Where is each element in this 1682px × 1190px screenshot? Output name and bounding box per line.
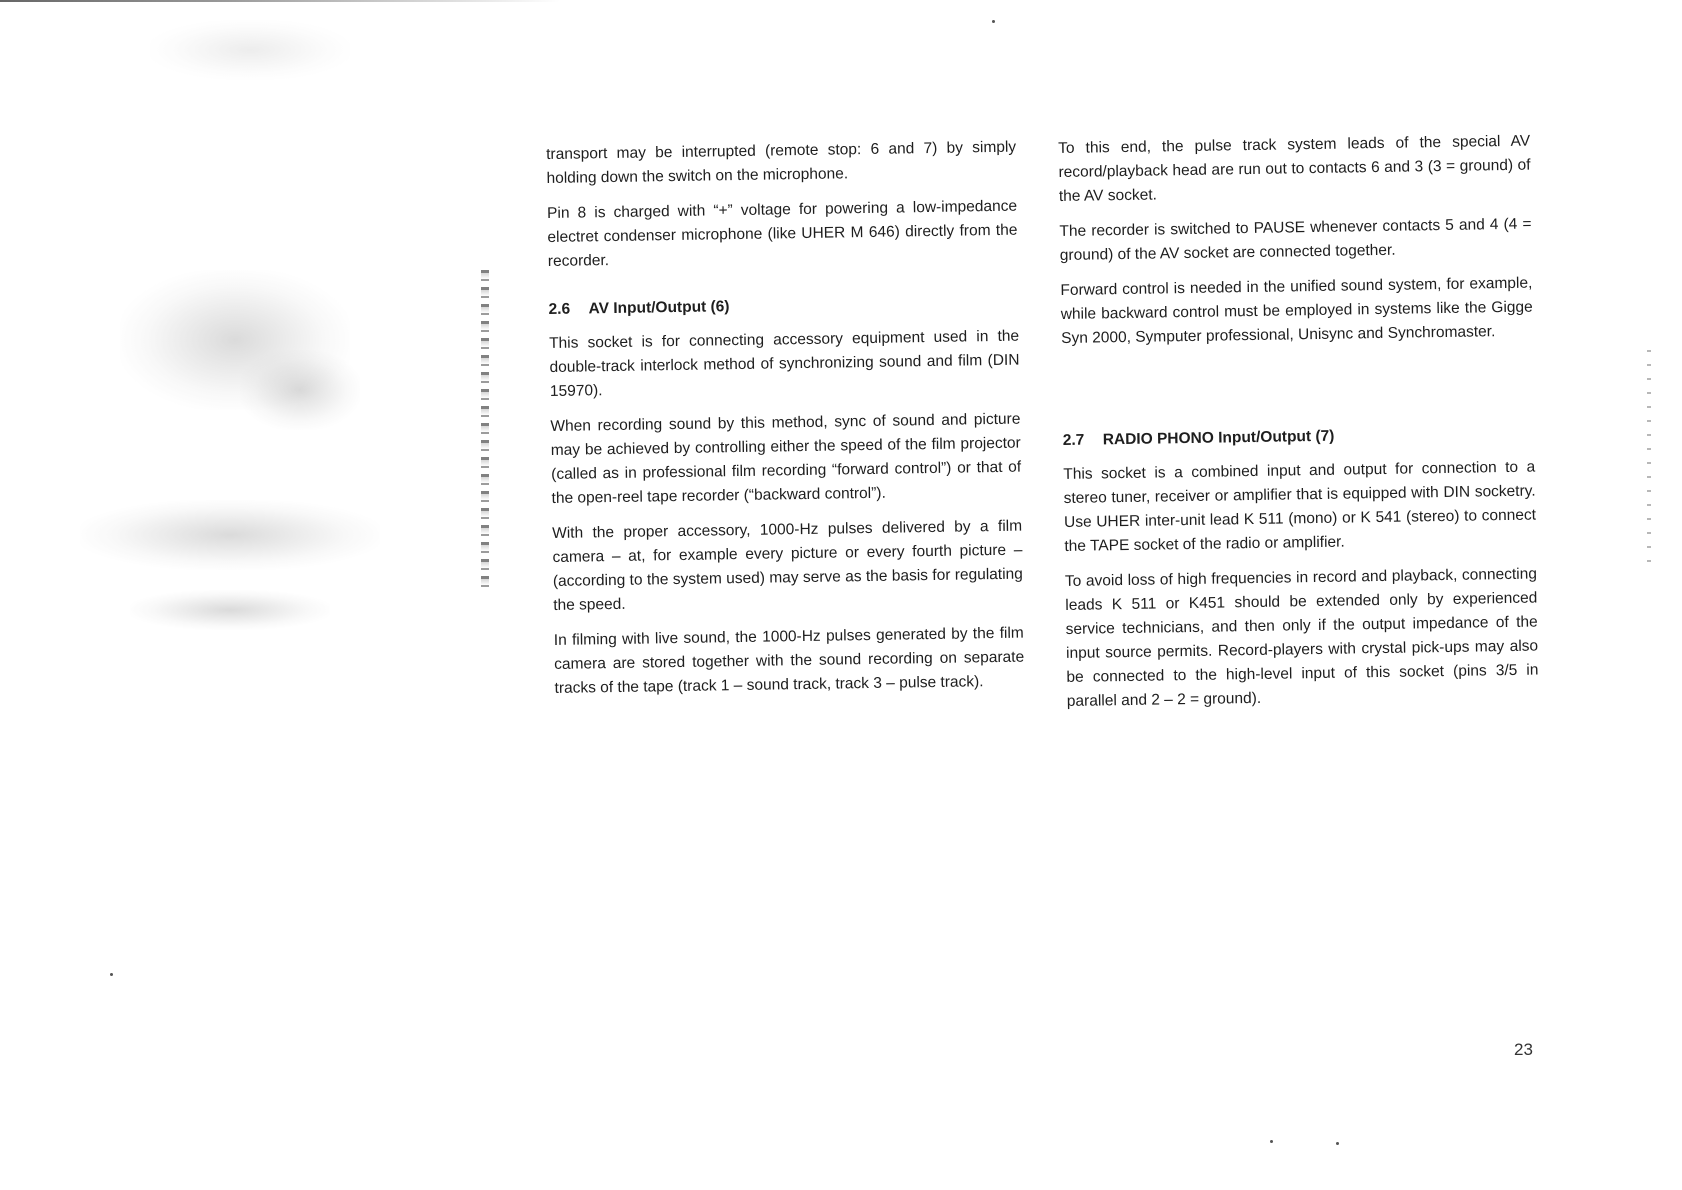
- scan-dot: [1336, 1142, 1339, 1145]
- section-heading: [1063, 422, 1535, 453]
- paragraph: With the proper accessory, 1000-Hz pulses delivered by a film camera – at, for example every picture or every fourth picture – (according to the system used) may serve as the basis for regulating the speed.: [552, 517, 1023, 614]
- scan-dot: [110, 973, 113, 976]
- paragraph: To this end, the pulse track system leads of the special AV record/playback head are run out to contacts 6 and 3 (3 = ground) of the AV socket.: [1058, 132, 1531, 205]
- right-column: [1058, 130, 1539, 725]
- bleed-through-smudge: [240, 350, 360, 430]
- paragraph: The recorder is switched to PAUSE whenever contacts 5 and 4 (4 = ground) of the AV socket are connected together.: [1059, 215, 1532, 264]
- section-title: AV Input/Output (6): [588, 298, 730, 318]
- section-heading: [548, 291, 1018, 322]
- paragraph: transport may be interrupted (remote stop: 6 and 7) by simply holding down the switch on the microphone.: [546, 138, 1017, 187]
- paragraph: When recording sound by this method, sync of sound and picture may be achieved by controlling either the speed of the film projector (called as in professional film recording “forward control”) or that of the open-reel tape recorder (“backward control”).: [550, 410, 1022, 507]
- section-number: 2.7: [1062, 431, 1085, 449]
- page-number: 23: [1514, 1040, 1533, 1059]
- section-title: RADIO PHONO Input/Output (7): [1102, 427, 1335, 449]
- paragraph: To avoid loss of high frequencies in record and playback, connecting leads K 511 or K451 should be extended only by experienced service technicians, and then only if the output impedance of the input source permits. Record-players with crystal pick-ups may also be connected to the high-level input of this socket (pins 3/5 in parallel and 2 – 2 = ground).: [1064, 565, 1539, 710]
- bleed-through-smudge: [80, 500, 380, 570]
- scan-dot: [1270, 1140, 1273, 1143]
- paragraph: In filming with live sound, the 1000-Hz pulses generated by the film camera are stored together with the sound recording on separate tracks of the tape (track 1 – sound track, track 3 – pulse track).: [553, 624, 1025, 697]
- scan-dot: [992, 20, 995, 23]
- paragraph: This socket is for connecting accessory equipment used in the double-track interlock method of synchronizing sound and film (DIN 15970).: [549, 327, 1020, 400]
- left-column: [546, 136, 1025, 712]
- binding-strip: [1647, 350, 1651, 570]
- paragraph: Forward control is needed in the unified sound system, for example, while backward control must be employed in systems like the Gigge Syn 2000, Symputer professional, Unisync and Synchromaster.: [1060, 274, 1533, 347]
- section-number: 2.6: [548, 300, 571, 318]
- binding-strip: [481, 270, 489, 590]
- bleed-through-smudge: [150, 20, 350, 80]
- scan-top-edge: [0, 0, 560, 2]
- paragraph: Pin 8 is charged with “+” voltage for powering a low-impedance electret condenser microphone (like UHER M 646) directly from the recorder.: [546, 197, 1018, 270]
- bleed-through-smudge: [130, 590, 330, 630]
- paragraph: This socket is a combined input and output for connection to a stereo tuner, receiver or amplifier that is equipped with DIN socketry. Use UHER inter-unit lead K 511 (mono) or K 541 (stereo) to connect the TAPE socket of the radio or amplifier.: [1063, 458, 1537, 555]
